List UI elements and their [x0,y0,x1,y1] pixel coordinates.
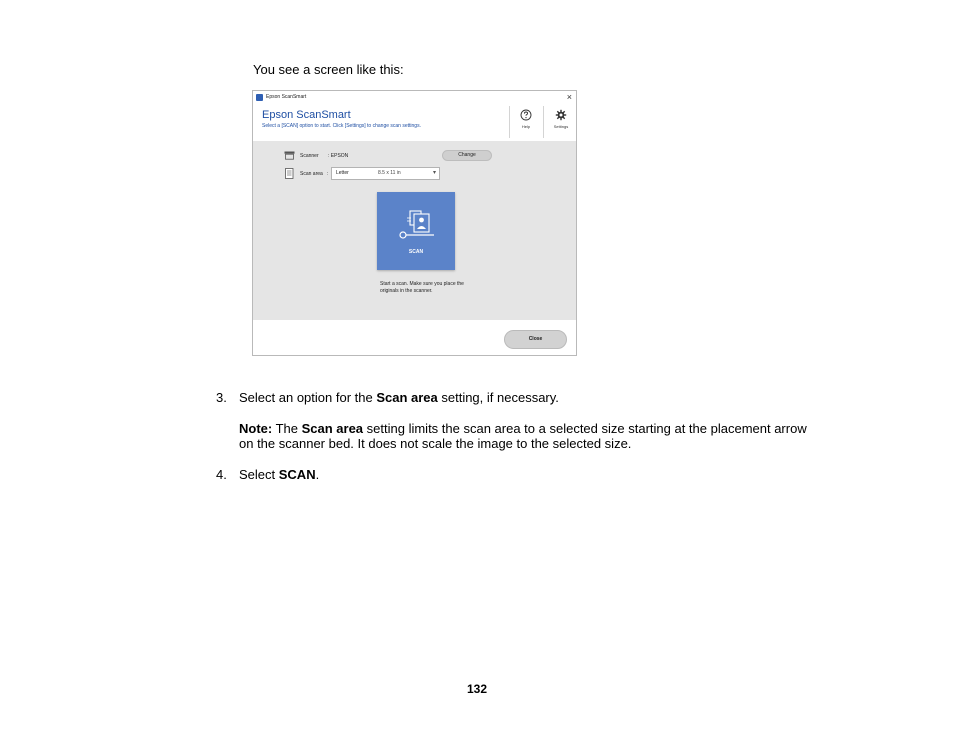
scanner-label: Scanner [300,153,319,159]
scanner-value: : EPSON [328,153,349,159]
help-icon [520,109,532,121]
scan-area-colon: : [327,171,329,177]
scan-button[interactable] [377,192,455,270]
help-button[interactable] [509,107,543,137]
scan-area-value: Letter [336,170,349,176]
note-bold: Scan area [301,421,364,436]
step-4-text-post: . [315,467,320,482]
scan-document-icon [377,192,455,270]
step-3-number: 3. [216,390,227,405]
note-pre: The [272,421,302,436]
settings-label: Settings [553,124,569,129]
step-4-number: 4. [216,467,227,482]
note-label: Note: [239,421,273,436]
close-button[interactable]: Close [504,330,567,349]
note-line-1 [239,421,807,437]
change-scanner-button[interactable]: Change [442,150,492,161]
window-close-icon[interactable]: × [566,92,572,102]
step-4-text [239,467,319,483]
app-body [253,141,576,320]
window-titlebar [253,91,576,104]
scansmart-window-screenshot [252,90,577,356]
window-title: Epson ScanSmart [266,94,307,100]
scan-area-label: Scan area [300,171,323,177]
scanner-icon [284,151,295,160]
step-4-text-pre: Select [239,467,279,482]
intro-text: You see a screen like this: [253,62,404,77]
app-title: Epson ScanSmart [262,109,351,121]
document-icon [285,168,294,179]
step-4-text-bold: SCAN [278,467,316,482]
app-footer [253,320,576,356]
step-3-text-pre: Select an option for the [239,390,377,405]
note-line-2: on the scanner bed. It does not scale the image to the selected size. [239,436,632,451]
gear-icon [555,109,567,121]
step-3-text [239,390,559,406]
app-subtitle: Select a [SCAN] option to start. Click [Settings] to change scan settings. [262,123,421,129]
note-line-1-post: setting limits the scan area to a selected size starting at the placement arrow [363,421,807,436]
dropdown-arrow-icon: ▾ [432,170,436,176]
app-icon [256,94,263,101]
step-3-text-post: setting, if necessary. [437,390,559,405]
help-label: Help [521,124,531,129]
page-number: 132 [467,682,488,696]
scan-area-select[interactable] [331,167,440,180]
settings-button[interactable] [544,107,577,137]
scan-area-size: 8.5 x 11 in [378,170,401,176]
step-3-text-bold: Scan area [376,390,438,405]
app-header [253,104,576,141]
scan-tile-label: SCAN [408,249,424,255]
scan-hint-text: Start a scan. Make sure you place the originals in the scanner. [380,281,464,294]
